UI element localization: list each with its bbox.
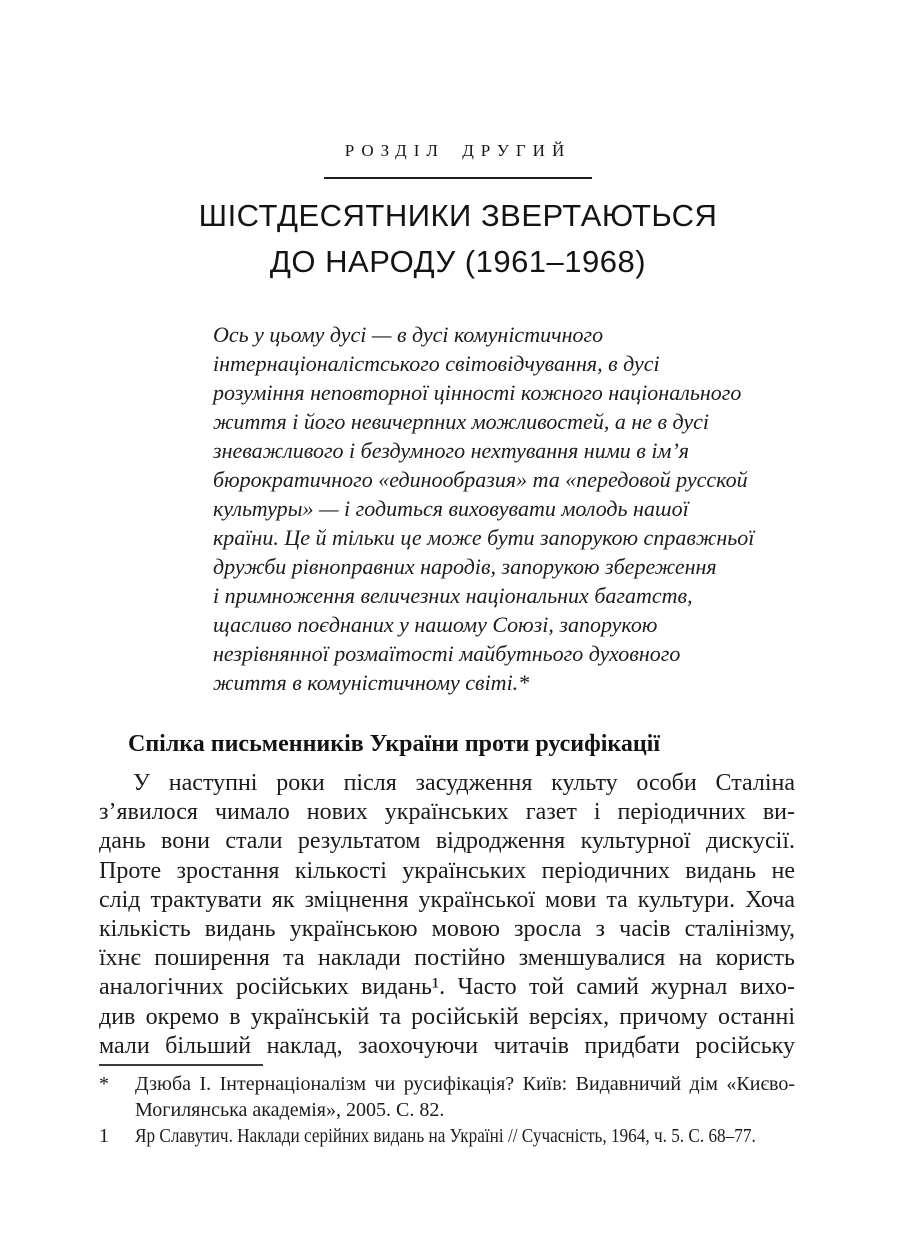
epigraph-line: життя і його невичерпних можливостей, а не в дусі: [213, 409, 710, 434]
footnote-marker: *: [99, 1073, 109, 1096]
body-line: дань вони стали результатом відродження культурної дискусії.: [99, 828, 795, 855]
body-line: У наступні роки після засудження культу особи Сталіна: [133, 770, 795, 796]
body-line: аналогічних російських видань¹. Часто той самий журнал вихо-: [99, 974, 795, 1001]
footnote-1: [99, 1123, 795, 1149]
epigraph-line: щасливо поєднаних у нашому Союзі, запорукою: [213, 612, 658, 637]
body-line: див окремо в українській та російській версіях, причому останні: [99, 1003, 795, 1030]
body-line: з’явилося чимало нових українських газет і періодичних ви-: [99, 799, 795, 826]
epigraph-line: бюрократичного «единообразия» та «передовой русской: [213, 467, 748, 492]
epigraph-line: зневажливого і бездумного нехтування ними в ім’я: [213, 438, 690, 463]
epigraph-line: розуміння неповторної цінності кожного національного: [213, 380, 742, 405]
chapter-label: РОЗДІЛ ДРУГИЙ: [344, 141, 572, 160]
epigraph: [213, 320, 796, 697]
footnote-line: Дзюба І. Інтернаціоналізм чи русифікація? Київ: Видавничий дім «Києво-: [135, 1073, 795, 1096]
epigraph-line: життя в комуністичному світі.*: [213, 670, 530, 695]
epigraph-line: Ось у цьому дусі — в дусі комуністичного: [213, 322, 604, 347]
footnote-line-text: Яр Славутич. Наклади серійних видань на Україні // Сучасність, 1964, ч. 5. С. 68–77.: [135, 1125, 756, 1148]
footnote-line: [135, 1123, 795, 1149]
chapter-rule: [324, 177, 592, 179]
footnote-line: Могилянська академія», 2005. С. 82.: [135, 1099, 445, 1122]
footnote-separator: [99, 1064, 263, 1066]
chapter-title-line-2: ДО НАРОДУ (1961–1968): [269, 244, 647, 279]
epigraph-line: інтернаціоналістського світовідчування, в дусі: [213, 351, 660, 376]
body-line: кількість видань українською мовою зросла з часів сталінізму,: [99, 916, 795, 943]
footnote-text: [135, 1123, 795, 1149]
footnote-asterisk: [99, 1071, 795, 1123]
epigraph-line: незрівнянної розмаїтості майбутнього духовного: [213, 641, 681, 666]
footnote-marker: 1: [99, 1125, 109, 1148]
section-heading: Спілка письменників України проти русифікації: [128, 731, 660, 757]
footnotes: [99, 1071, 795, 1149]
epigraph-line: країни. Це й тільки це може бути запорукою справжньої: [213, 525, 755, 550]
body-line: слід трактувати як зміцнення української мови та культури. Хоча: [99, 886, 795, 913]
chapter-title-line-1: ШІСТДЕСЯТНИКИ ЗВЕРТАЮТЬСЯ: [198, 198, 718, 233]
epigraph-line: дружби рівноправних народів, запорукою збереження: [213, 554, 717, 579]
epigraph-line: і примноження величезних національних багатств,: [213, 583, 693, 608]
body-line: Проте зростання кількості українських періодичних видань не: [99, 857, 795, 884]
body-paragraph: [99, 769, 795, 1061]
epigraph-line: культуры» — і годиться виховувати молодь нашої: [213, 496, 689, 521]
footnote-text: [135, 1071, 795, 1123]
body-line: мали більший наклад, заохочуючи читачів придбати російську: [99, 1032, 795, 1059]
chapter-title: [0, 193, 916, 285]
body-line: їхнє поширення та наклади постійно зменшувалися на користь: [99, 945, 795, 972]
